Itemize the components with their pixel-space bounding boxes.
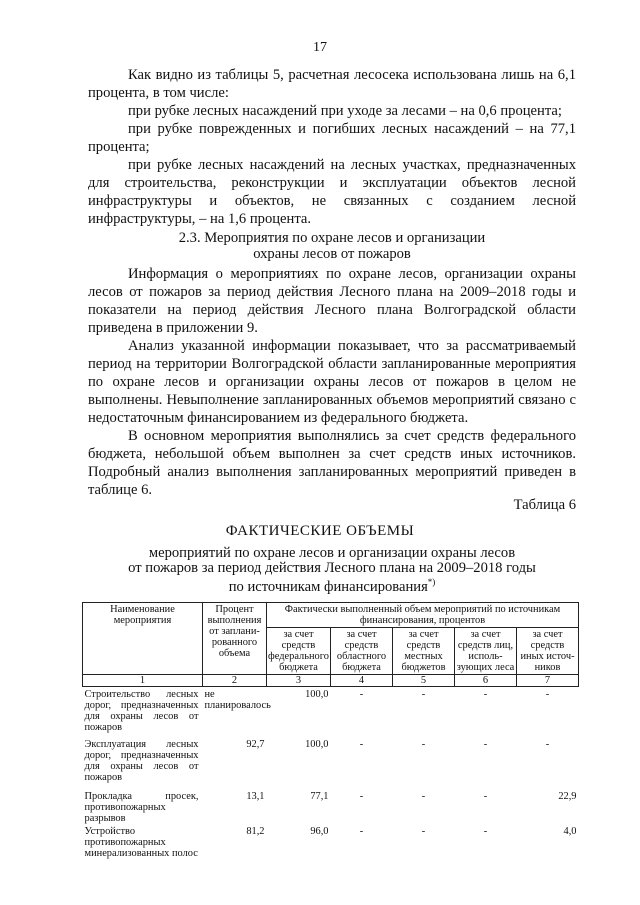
table-title: ФАКТИЧЕСКИЕ ОБЪЕМЫ (225, 523, 415, 539)
row-local: - (421, 825, 426, 837)
row-percent: 92,7 (246, 738, 265, 750)
table-subtitle-line1: мероприятий по охране лесов и организации охраны лесов (148, 545, 516, 561)
row-persons: - (483, 689, 488, 700)
table-row (83, 789, 579, 824)
header-regional: за счет средств областного бюджета (331, 628, 393, 675)
column-number: 1 (83, 675, 203, 687)
column-number: 7 (517, 675, 579, 687)
header-persons: за счет средств лиц, исполь-зующих леса (455, 628, 517, 675)
row-local: - (421, 738, 426, 750)
row-name: Прокладка просек, противопожарных разрывов (84, 790, 199, 824)
column-number-row (83, 675, 579, 687)
column-number: 5 (393, 675, 455, 687)
row-persons: - (483, 738, 488, 750)
header-percent: Процент выполнения от заплани-рованного объема (203, 603, 267, 675)
row-percent: 81,2 (246, 825, 265, 837)
intro-paragraph: при рубке поврежденных и погибших лесных насаждений – на 77,1 процента; (88, 121, 576, 155)
section-paragraph: В основном мероприятия выполнялись за счет средств федерального бюджета, небольшой объем выполнен за счет средств иных источников. Подробный анализ выполнения запланированных мероприятий приведен в таблице 6. (88, 428, 576, 498)
row-federal: 100,0 (305, 738, 329, 750)
row-regional: - (359, 689, 364, 700)
section-paragraph: Анализ указанной информации показывает, что за рассматриваемый период на территории Волгоградской области запланированные мероприятия по охране лесов и организации охраны лесов от пожаров в целом не выполнены. Невыполнение запланированных объемов мероприятий связано с недостаточным финансированием из федерального бюджета. (88, 338, 576, 426)
row-federal: 96,0 (310, 825, 329, 837)
row-other: 22,9 (558, 790, 577, 802)
row-percent: 13,1 (246, 790, 265, 802)
row-local: - (421, 689, 426, 700)
row-persons: - (483, 790, 488, 802)
column-number: 3 (267, 675, 331, 687)
row-name: Строительство лесных дорог, предназначенных для охраны лесов от пожаров (84, 689, 199, 733)
row-regional: - (359, 825, 364, 837)
intro-paragraph: при рубке лесных насаждений при уходе за лесами – на 0,6 процента; (128, 103, 562, 119)
row-percent: не планировалось (204, 689, 271, 711)
column-number: 6 (455, 675, 517, 687)
column-number: 4 (331, 675, 393, 687)
row-federal: 77,1 (310, 790, 329, 802)
row-regional: - (359, 790, 364, 802)
section-text (88, 265, 576, 499)
row-name: Эксплуатация лесных дорог, предназначенных для охраны лесов от пожаров (84, 738, 199, 783)
intro-paragraph: при рубке лесных насаждений на лесных участках, предназначенных для строительства, реконструкции и эксплуатации объектов лесной инфраструктуры и объектов, не связанных с созданием лесной инфраструктуры, – на 1,6 процента. (88, 157, 576, 227)
section-paragraph: Информация о мероприятиях по охране лесов, организации охраны лесов от пожаров за период действия Лесного плана на 2009–2018 годы и показатели на период действия Лесного плана Волгоградской области приведена в приложении 9. (88, 266, 576, 336)
row-regional: - (359, 738, 364, 750)
section-heading-line2: охраны лесов от пожаров (253, 246, 411, 262)
row-local: - (421, 790, 426, 802)
header-other: за счет средств иных источ-ников (517, 628, 579, 675)
table-subtitle-line2: от пожаров за период действия Лесного плана на 2009–2018 годы (128, 559, 536, 576)
row-federal: 100,0 (305, 689, 329, 700)
header-group: Фактически выполненный объем мероприятий по источникам финансирования, процентов (267, 603, 579, 628)
table-label: Таблица 6 (513, 497, 576, 513)
row-other: - (545, 689, 550, 700)
table-row (83, 737, 579, 789)
intro-paragraph: Как видно из таблицы 5, расчетная лесосека использована лишь на 6,1 процента, в том числе: (88, 67, 576, 101)
row-persons: - (483, 825, 488, 837)
row-name: Устройство противопожарных минерализованных полос (84, 825, 198, 859)
section-heading-line1: 2.3. Мероприятия по охране лесов и организации (178, 230, 486, 246)
header-local: за счет средств местных бюджетов (393, 628, 455, 675)
header-federal: за счет средств федерального бюджета (268, 629, 329, 673)
table-subtitle (88, 546, 576, 594)
column-number: 2 (203, 675, 267, 687)
table-row (83, 687, 579, 737)
row-other: 4,0 (563, 825, 577, 837)
intro-text (88, 66, 576, 228)
section-heading (88, 230, 576, 262)
table-header-row (83, 603, 579, 628)
activities-table (82, 602, 579, 864)
table-subtitle-line3 (88, 575, 576, 594)
row-other: - (545, 738, 550, 750)
table-subtitle-line3-text: по источникам финансирования (228, 578, 428, 595)
table-row (83, 824, 579, 864)
page-number: 17 (313, 40, 327, 55)
header-name: Наименование мероприятия (83, 603, 203, 675)
footnote-mark: *) (427, 577, 436, 587)
